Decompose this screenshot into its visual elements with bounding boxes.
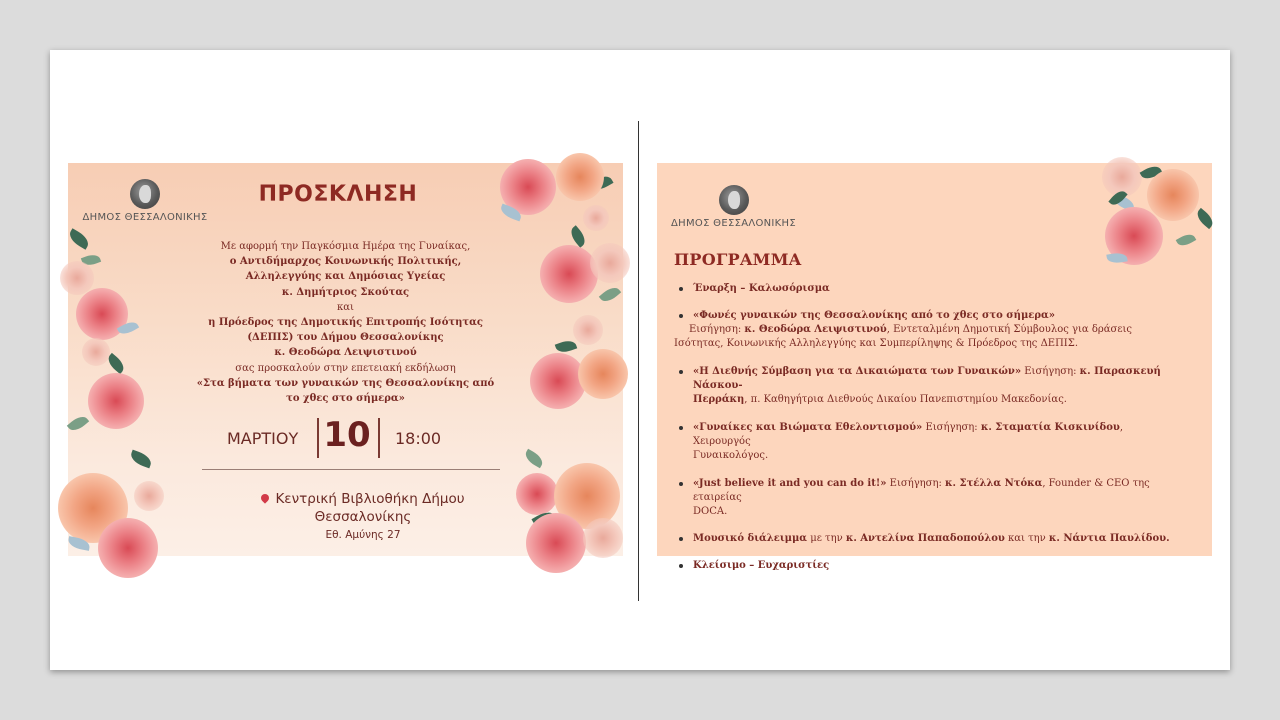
speaker-name: κ. Στέλλα Ντόκα [945,478,1043,489]
item-detail: Γυναικολόγος. [693,450,769,461]
intro-line: Με αφορμή την Παγκόσμια Ημέρα της Γυναίκας, [220,241,471,252]
divider-line [638,121,639,601]
item-title: «Φωνές γυναικών της Θεσσαλονίκης από το χθες στο σήμερα» [693,310,1055,321]
speaker-prefix: Εισήγηση: [886,478,946,489]
horizontal-rule [202,469,500,470]
event-time: 18:00 [395,429,442,448]
flower-decoration [134,481,164,511]
logo-text: ΔΗΜΟΣ ΘΕΣΣΑΛΟΝΙΚΗΣ [82,212,208,223]
speaker-role: , π. Καθηγήτρια Διεθνούς Δικαίου Πανεπιστημίου Μακεδονίας. [744,394,1067,405]
invitation-card [68,163,623,556]
item-detail: Ισότητας, Κοινωνικής Αλληλεγγύης και Συμπερίληψης & Πρόεδρος της ΔΕΠΙΣ. [674,338,1079,349]
flower-decoration [516,473,558,515]
flower-decoration [583,518,623,558]
leaf-decoration [129,450,154,469]
event-date [218,415,468,458]
programme-item [674,477,1179,505]
president-line: (ΔΕΠΙΣ) του Δήμου Θεσσαλονίκης [247,332,444,344]
president-line: η Πρόεδρος της Δημοτικής Επιτροπής Ισότητας [208,317,483,329]
venue-city: Θεσσαλονίκης [314,509,412,525]
president-name: κ. Θεοδώρα Λειψιστινού [274,347,417,359]
leaf-decoration [105,353,127,374]
programme-list [674,282,1179,573]
municipality-logo [671,185,796,229]
item-detail: DOCA. [693,506,728,517]
speaker-name: κ. Θεοδώρα Λειψιστινού [744,324,887,335]
speaker-name: Περράκη [693,394,745,405]
performer-name: κ. Νάντια Παυλίδου. [1048,533,1170,544]
item-title: Κλείσιμο – Ευχαριστίες [693,560,830,571]
logo-text: ΔΗΜΟΣ ΘΕΣΣΑΛΟΝΙΚΗΣ [671,218,796,229]
item-title: «Just believe it and you can do it!» [693,478,887,489]
programme-item [674,282,1179,296]
programme-item [674,559,1179,573]
leaf-decoration [523,449,546,469]
leaf-decoration [599,284,621,305]
performer-name: κ. Αντελίνα Παπαδοπούλου [845,533,1005,544]
flower-decoration [583,205,609,231]
invitation-body [188,239,503,406]
map-pin-icon [260,492,271,503]
flower-decoration [578,349,628,399]
speaker-prefix: Εισήγηση: [1021,366,1080,377]
programme-card [657,163,1212,571]
leaf-decoration [66,228,91,249]
flower-decoration [1147,169,1199,221]
speaker-prefix: Εισήγηση: [689,324,745,335]
invitation-title: ΠΡΟΣΚΛΗΣΗ [258,182,418,207]
item-detail [674,393,1179,407]
alexander-head-logo-icon [719,185,749,215]
speaker-role: , Εντεταλμένη Δημοτική Σύμβουλος για δράσεις [886,324,1133,335]
programme-item [674,309,1179,323]
programme-item [674,421,1179,449]
flower-decoration [526,513,586,573]
flower-decoration [573,315,603,345]
flower-decoration [98,518,158,578]
item-title: «Η Διεθνής Σύμβαση για τα Δικαιώματα των Γυναικών» [693,366,1022,377]
speaker-role: , Founder & CEO της εταιρείας [693,478,1150,503]
speaker-role: , Χειρουργός [693,422,1124,447]
date-separator [378,418,380,458]
event-day: 10 [323,415,371,455]
item-title: «Γυναίκες και Βιώματα Εθελοντισμού» [693,422,923,433]
invite-line: σας προσκαλούν στην επετειακή εκδήλωση [235,362,456,374]
date-separator [317,418,319,458]
speaker-name: κ. Σταματία Κισκινίδου [980,422,1120,433]
event-month: ΜΑΡΤΙΟΥ [227,429,299,448]
leaf-decoration [1176,231,1197,249]
deputy-line: Αλληλεγγύης και Δημόσιας Υγείας [245,271,446,283]
venue-address: Εθ. Αμύνης 27 [325,529,401,541]
connector-text: και την [1004,533,1049,544]
speaker-prefix: Εισήγηση: [922,422,981,433]
alexander-head-logo-icon [130,179,160,209]
deputy-name: κ. Δημήτριος Σκούτας [281,286,410,298]
item-title: Μουσικό διάλειμμα [693,533,808,544]
venue-name: Κεντρική Βιβλιοθήκη Δήμου [275,491,465,507]
flower-decoration [590,243,630,283]
event-title-line: «Στα βήματα των γυναικών της Θεσσαλονίκης από [196,377,495,389]
flower-decoration [88,373,144,429]
event-venue [228,490,498,544]
flower-decoration [60,261,94,295]
programme-item [674,532,1179,546]
flower-decoration [82,338,110,366]
programme-title: ΠΡΟΓΡΑΜΜΑ [674,250,802,269]
municipality-logo [80,179,210,223]
programme-item [674,365,1179,393]
event-title-line: το χθες στο σήμερα» [286,393,405,405]
flower-decoration [540,245,598,303]
flower-decoration [556,153,604,201]
deputy-line: ο Αντιδήμαρχος Κοινωνικής Πολιτικής, [229,256,462,268]
item-detail [674,323,1179,337]
flower-decoration [530,353,586,409]
speaker-name: κ. Παρασκευή Νάσκου- [693,366,1161,391]
item-title: Έναρξη – Καλωσόρισμα [693,283,830,294]
and-line: και [337,301,354,313]
leaf-decoration [67,413,89,434]
connector-text: με την [807,533,846,544]
